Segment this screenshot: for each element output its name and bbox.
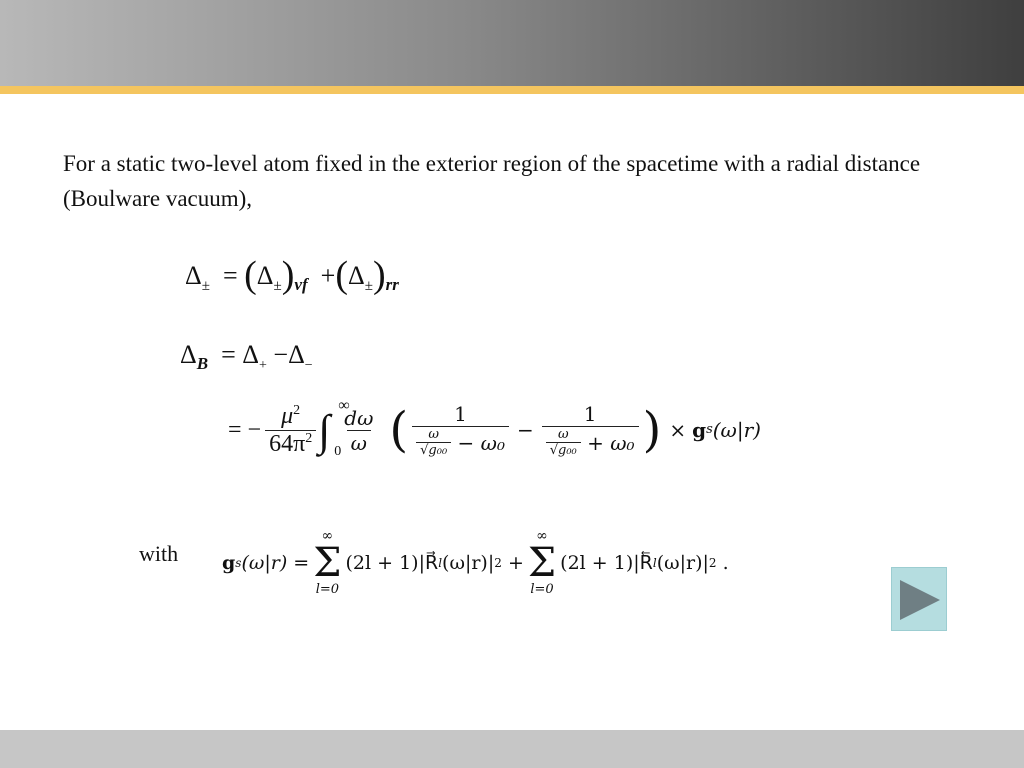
sum-sign-1: ∞ Σ l=0 — [313, 528, 342, 597]
fraction-mu-over-64pi: $\frac{\mu^2}{64\pi^2}$ — [265, 403, 316, 458]
equation-delta-pm: $\Delta_\pm = (\Delta_\pm)_{vf} +(\Delta_\pm)_{rr}$ — [185, 254, 399, 296]
equation-delta-b: $\Delta_B = \Delta_+ -\Delta_-$ — [180, 340, 313, 374]
sum-sign-2: ∞ Σ l=0 — [527, 528, 557, 597]
header-accent-stripe — [0, 86, 1024, 94]
integral-sign: ∫ ∞ 0 — [318, 396, 350, 459]
fraction-term-a: 1 $\frac{\omega}{\text{√g₀₀}}$ − ω₀ — [412, 402, 509, 458]
intro-paragraph: For a static two-level atom fixed in the exterior region of the spacetime with a radial distance (Boulware vacuum), — [63, 151, 921, 211]
next-slide-button[interactable] — [891, 567, 947, 631]
fraction-domega: $\frac{d\omega}{\omega}$ — [344, 405, 374, 455]
play-icon — [900, 580, 940, 620]
equation-gs-definition: g s (ω|r) = ∞ Σ l=0 (2l + 1)|R⃗ l (ω|r)| 2 + ∞ Σ l=0 (2l + 1)|R⃖ l (ω|r)| 2 . — [222, 528, 729, 597]
header-bar — [0, 0, 1024, 86]
footer-bar — [0, 730, 1024, 768]
with-label: with — [139, 541, 179, 566]
equation-integral: = − $\frac{\mu^2}{64\pi^2}$ ∫ ∞ 0 $\frac{d\omega}{\omega}$ ( 1 $\frac{\omega}{\text{√g₀₀}}$ − ω₀ − 1 $\frac{\omega}{\text{√g₀₀}}$ + ω₀ ) × g s (ω|r) — [228, 396, 761, 459]
fraction-term-b: 1 $\frac{\omega}{\text{√g₀₀}}$ + ω₀ — [542, 402, 639, 458]
